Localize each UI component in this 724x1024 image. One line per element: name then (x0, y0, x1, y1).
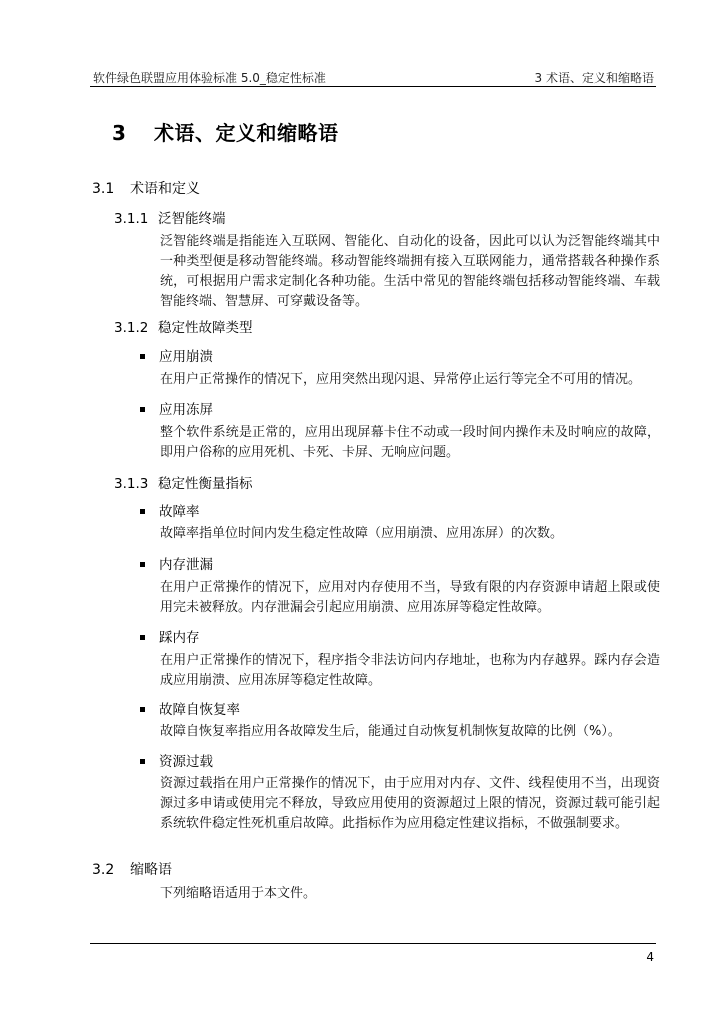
bullet-label: 踩内存 (159, 630, 200, 646)
bullet-paragraph: 整个软件系统是正常的，应用出现屏幕卡住不动或一段时间内操作未及时响应的故障，即用户俗称的应用死机、卡死、卡屏、无响应问题。 (160, 425, 660, 460)
bullet-item (140, 698, 240, 718)
bullet-paragraph: 故障自恢复率指应用各故障发生后，能通过自动恢复机制恢复故障的比例（%）。 (160, 724, 621, 739)
section-number: 3.1.2 (114, 320, 149, 336)
section-3-2-heading (92, 859, 172, 879)
section-3-1-heading (92, 178, 200, 198)
bullet-paragraph: 故障率指单位时间内发生稳定性故障（应用崩溃、应用冻屏）的次数。 (160, 526, 564, 541)
bullet-label: 应用崩溃 (159, 349, 213, 365)
section-3-2-paragraph: 下列缩略语适用于本文件。 (160, 886, 317, 901)
bullet-item (140, 398, 213, 418)
bullet-square-icon (140, 759, 145, 764)
bullet-square-icon (140, 354, 145, 359)
bullet-item (140, 750, 213, 770)
section-number: 3.1.3 (114, 476, 149, 492)
bullet-square-icon (140, 635, 145, 640)
bullet-label: 故障自恢复率 (159, 702, 240, 718)
bullet-item (140, 345, 213, 365)
bullet-item (140, 500, 200, 520)
section-3-1-1-heading (114, 207, 226, 227)
bullet-square-icon (140, 407, 145, 412)
section-title: 稳定性故障类型 (158, 320, 253, 336)
chapter-title: 术语、定义和缩略语 (154, 121, 339, 145)
page-number: 4 (646, 950, 654, 964)
section-title: 泛智能终端 (158, 211, 226, 227)
bullet-item (140, 553, 213, 573)
bullet-paragraph: 资源过载指在用户正常操作的情况下，由于应用对内存、文件、线程使用不当，出现资源过多申请或使用完不释放，导致应用使用的资源超过上限的情况，资源过载可能引起系统软件稳定性死机重启故障。此指标作为应用稳定性建议指标，不做强制要求。 (160, 776, 660, 831)
section-3-1-3-heading (114, 472, 253, 492)
bullet-paragraph: 在用户正常操作的情况下，程序指令非法访问内存地址，也称为内存越界。踩内存会造成应用崩溃、应用冻屏等稳定性故障。 (160, 653, 660, 688)
section-title: 术语和定义 (130, 181, 200, 197)
bullet-square-icon (140, 707, 145, 712)
footer-divider (90, 943, 656, 944)
section-3-1-2-heading (114, 316, 253, 336)
section-title: 稳定性衡量指标 (158, 476, 253, 492)
section-number: 3.1 (92, 181, 115, 197)
header-divider (90, 86, 656, 87)
bullet-label: 内存泄漏 (159, 557, 213, 573)
section-title: 缩略语 (130, 862, 172, 878)
section-number: 3.1.1 (114, 211, 149, 227)
bullet-square-icon (140, 509, 145, 514)
running-header-title: 软件绿色联盟应用体验标准 5.0_稳定性标准 (93, 71, 326, 85)
running-header-chapter: 3 术语、定义和缩略语 (534, 71, 654, 85)
bullet-label: 应用冻屏 (159, 402, 213, 418)
bullet-label: 故障率 (159, 504, 200, 520)
bullet-paragraph: 在用户正常操作的情况下，应用对内存使用不当，导致有限的内存资源申请超上限或使用完未被释放。内存泄漏会引起应用崩溃、应用冻屏等稳定性故障。 (160, 580, 660, 615)
bullet-square-icon (140, 562, 145, 567)
bullet-label: 资源过载 (159, 754, 213, 770)
chapter-number: 3 (112, 121, 127, 145)
bullet-paragraph: 在用户正常操作的情况下，应用突然出现闪退、异常停止运行等完全不可用的情况。 (160, 372, 642, 387)
section-number: 3.2 (92, 862, 115, 878)
chapter-heading (112, 117, 339, 146)
bullet-item (140, 626, 200, 646)
section-3-1-1-paragraph: 泛智能终端是指能连入互联网、智能化、自动化的设备，因此可以认为泛智能终端其中一种类型便是移动智能终端。移动智能终端拥有接入互联网能力，通常搭载各种操作系统，可根据用户需求定制化各种功能。生活中常见的智能终端包括移动智能终端、车载智能终端、智慧屏、可穿戴设备等。 (160, 234, 660, 309)
